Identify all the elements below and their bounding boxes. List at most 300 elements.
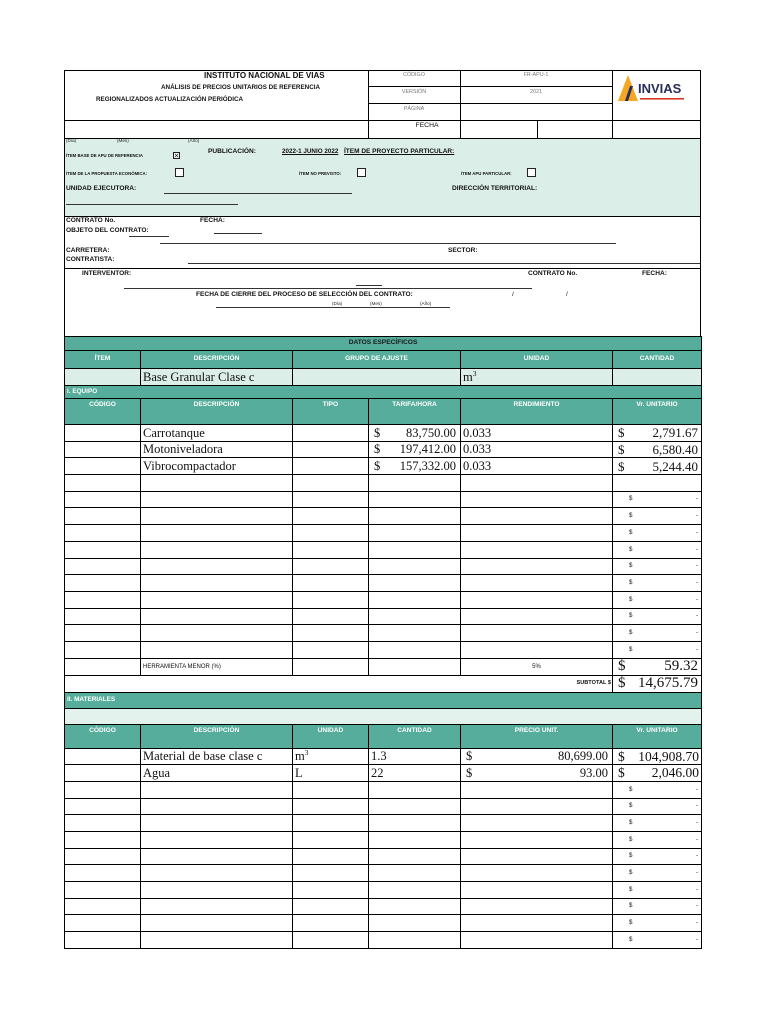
money-value bbox=[615, 630, 699, 636]
equipo-rendimiento bbox=[461, 508, 613, 525]
equipo-tipo bbox=[293, 525, 369, 542]
materiales-row bbox=[65, 898, 702, 915]
item-cantidad bbox=[613, 369, 702, 386]
money-value bbox=[615, 870, 699, 876]
objeto-contrato-field[interactable] bbox=[160, 243, 616, 244]
grid-line bbox=[700, 70, 701, 336]
equipo-row bbox=[65, 508, 702, 525]
money-value bbox=[615, 887, 699, 893]
money-value bbox=[615, 547, 699, 553]
equipo-descripcion: Carrotanque bbox=[141, 425, 293, 442]
materiales-row bbox=[65, 931, 702, 948]
amount: - bbox=[695, 645, 699, 653]
equipo-tarifa bbox=[369, 575, 461, 592]
equipo-row bbox=[65, 558, 702, 575]
currency-symbol: $ bbox=[629, 835, 633, 843]
equipo-codigo bbox=[65, 575, 141, 592]
material-precio-unit bbox=[461, 781, 613, 798]
currency-symbol: $ bbox=[629, 918, 633, 926]
material-unidad bbox=[293, 765, 369, 782]
equipo-descripcion: Motoniveladora bbox=[141, 441, 293, 458]
cierre-separator: / bbox=[566, 291, 568, 298]
cierre-hint-dia: (Día) bbox=[332, 301, 343, 306]
material-unidad bbox=[293, 915, 369, 932]
currency-symbol: $ bbox=[629, 628, 633, 636]
propuesta-checkbox[interactable] bbox=[175, 168, 184, 177]
currency-symbol: $ bbox=[629, 612, 633, 620]
equipo-tipo bbox=[293, 608, 369, 625]
money-value bbox=[615, 787, 699, 793]
material-unidad bbox=[293, 748, 369, 765]
material-unidad bbox=[293, 815, 369, 832]
equipo-descripcion bbox=[141, 625, 293, 642]
currency-symbol: $ bbox=[374, 425, 381, 440]
equipo-vr-unitario bbox=[613, 608, 702, 625]
grid-line bbox=[368, 86, 612, 87]
interventor-short-line bbox=[356, 285, 382, 286]
grid-line bbox=[537, 120, 538, 138]
interventor-fecha-label: FECHA: bbox=[642, 270, 667, 277]
subtotal-row bbox=[65, 675, 702, 692]
currency-symbol: $ bbox=[629, 852, 633, 860]
materiales-row bbox=[65, 831, 702, 848]
apu-particular-checkbox[interactable] bbox=[527, 168, 536, 177]
equipo-codigo bbox=[65, 441, 141, 458]
amount: - bbox=[695, 545, 699, 553]
material-cantidad: 1.3 bbox=[369, 748, 461, 765]
grid-line bbox=[64, 216, 701, 217]
amount: - bbox=[695, 612, 699, 620]
equipo-rendimiento: 0.033 bbox=[461, 441, 613, 458]
equipo-tipo bbox=[293, 491, 369, 508]
material-codigo bbox=[65, 898, 141, 915]
interventor-label: INTERVENTOR: bbox=[82, 270, 132, 277]
equipo-tarifa bbox=[369, 625, 461, 642]
materiales-row bbox=[65, 765, 702, 782]
contrato-fecha-field[interactable] bbox=[214, 233, 262, 234]
material-precio-unit bbox=[461, 815, 613, 832]
equipo-tipo bbox=[293, 591, 369, 608]
equipo-descripcion bbox=[141, 608, 293, 625]
materiales-row bbox=[65, 881, 702, 898]
money-value bbox=[371, 443, 458, 456]
apu-table bbox=[64, 336, 702, 949]
header-codigo: CÓDIGO bbox=[65, 724, 141, 748]
material-descripcion bbox=[141, 898, 293, 915]
no-previsto-label: ÍTEM NO PREVISTO: bbox=[299, 171, 342, 176]
amount: 197,412.00 bbox=[399, 442, 456, 457]
datos-title: DATOS ESPECÍFICOS bbox=[65, 337, 702, 351]
material-vr-unitario bbox=[613, 848, 702, 865]
material-precio-unit bbox=[461, 765, 613, 782]
money-value bbox=[615, 530, 699, 536]
contrato-no-label: CONTRATO No. bbox=[66, 217, 116, 224]
grid-line bbox=[64, 138, 701, 139]
item-base-checkbox[interactable] bbox=[173, 152, 180, 159]
header-rendimiento: RENDIMIENTO bbox=[461, 399, 613, 425]
equipo-row bbox=[65, 441, 702, 458]
money-value bbox=[615, 597, 699, 603]
money-value bbox=[615, 460, 699, 473]
amount: - bbox=[695, 818, 699, 826]
material-cantidad bbox=[369, 915, 461, 932]
material-descripcion bbox=[141, 865, 293, 882]
material-codigo bbox=[65, 848, 141, 865]
currency-symbol: $ bbox=[618, 442, 625, 458]
material-unidad bbox=[293, 881, 369, 898]
equipo-codigo bbox=[65, 591, 141, 608]
unit-base: L bbox=[295, 765, 303, 780]
equipo-codigo bbox=[65, 625, 141, 642]
interventor-field[interactable] bbox=[124, 288, 532, 289]
objeto-contrato-underline bbox=[129, 236, 169, 237]
fecha-header-label: FECHA bbox=[415, 122, 439, 129]
materiales-section-title: II. MATERIALES bbox=[65, 692, 702, 708]
datos-header-row bbox=[65, 351, 702, 369]
equipo-row bbox=[65, 491, 702, 508]
equipo-descripcion bbox=[141, 541, 293, 558]
amount: - bbox=[695, 868, 699, 876]
apu-particular-label: ÍTEM APU PARTICULAR: bbox=[461, 171, 512, 176]
material-codigo bbox=[65, 748, 141, 765]
objeto-contrato-label: OBJETO DEL CONTRATO: bbox=[66, 227, 149, 234]
material-vr-unitario bbox=[613, 831, 702, 848]
equipo-rendimiento bbox=[461, 575, 613, 592]
money-value bbox=[615, 837, 699, 843]
currency-symbol: $ bbox=[618, 658, 626, 675]
equipo-tarifa bbox=[369, 491, 461, 508]
herramienta-vr-unitario bbox=[613, 658, 702, 675]
material-codigo bbox=[65, 915, 141, 932]
money-value bbox=[615, 820, 699, 826]
equipo-vr-unitario bbox=[613, 475, 702, 492]
interventor-contrato-label: CONTRATO No. bbox=[528, 270, 578, 277]
header-vr-unitario: Vr. UNITARIO bbox=[613, 399, 702, 425]
equipo-vr-unitario bbox=[613, 425, 702, 442]
currency-symbol: $ bbox=[629, 495, 633, 503]
equipo-rendimiento bbox=[461, 541, 613, 558]
material-unidad bbox=[293, 898, 369, 915]
equipo-tipo bbox=[293, 541, 369, 558]
currency-symbol: $ bbox=[629, 528, 633, 536]
money-value bbox=[463, 750, 610, 763]
header-tipo: TIPO bbox=[293, 399, 369, 425]
currency-symbol: $ bbox=[629, 785, 633, 793]
material-vr-unitario bbox=[613, 881, 702, 898]
money-value bbox=[615, 803, 699, 809]
version-value: 2021 bbox=[530, 89, 542, 95]
materiales-row bbox=[65, 798, 702, 815]
currency-symbol: $ bbox=[618, 425, 625, 441]
material-precio-unit bbox=[461, 798, 613, 815]
equipo-row bbox=[65, 475, 702, 492]
equipo-vr-unitario bbox=[613, 525, 702, 542]
header-descripcion: DESCRIPCIÓN bbox=[141, 724, 293, 748]
material-descripcion: Agua bbox=[141, 765, 293, 782]
equipo-tipo bbox=[293, 558, 369, 575]
equipo-row bbox=[65, 541, 702, 558]
equipo-vr-unitario bbox=[613, 458, 702, 475]
amount: - bbox=[695, 835, 699, 843]
material-descripcion bbox=[141, 915, 293, 932]
material-precio-unit bbox=[461, 915, 613, 932]
header-grupo-ajuste: GRUPO DE AJUSTE bbox=[293, 351, 461, 369]
money-value bbox=[615, 937, 699, 943]
amount: 2,046.00 bbox=[651, 765, 700, 781]
currency-symbol: $ bbox=[629, 818, 633, 826]
currency-symbol: $ bbox=[629, 512, 633, 520]
grid-line bbox=[368, 70, 369, 138]
header-descripcion: DESCRIPCIÓN bbox=[141, 399, 293, 425]
equipo-vr-unitario bbox=[613, 558, 702, 575]
datos-title-row bbox=[65, 337, 702, 351]
amount: 6,580.40 bbox=[652, 442, 699, 458]
material-precio-unit bbox=[461, 898, 613, 915]
equipo-codigo bbox=[65, 425, 141, 442]
regional-title: REGIONALIZADOS ACTUALIZACIÓN PERIÓDICA bbox=[96, 96, 244, 103]
equipo-header-row bbox=[65, 399, 702, 425]
material-codigo bbox=[65, 881, 141, 898]
material-vr-unitario bbox=[613, 865, 702, 882]
grid-line bbox=[368, 103, 612, 104]
equipo-vr-unitario bbox=[613, 641, 702, 658]
equipo-codigo bbox=[65, 608, 141, 625]
equipo-vr-unitario bbox=[613, 508, 702, 525]
material-cantidad bbox=[369, 815, 461, 832]
institute-title: INSTITUTO NACIONAL DE VIAS bbox=[204, 71, 325, 80]
material-unidad bbox=[293, 931, 369, 948]
material-cantidad: 22 bbox=[369, 765, 461, 782]
money-value bbox=[371, 427, 458, 440]
unidad-ejecutora-field[interactable] bbox=[164, 193, 352, 194]
material-vr-unitario bbox=[613, 798, 702, 815]
amount: - bbox=[695, 785, 699, 793]
grid-line bbox=[64, 268, 701, 269]
amount: 80,699.00 bbox=[558, 749, 608, 764]
amount: - bbox=[695, 852, 699, 860]
currency-symbol: $ bbox=[618, 458, 625, 474]
header-vr-unitario: Vr. UNITARIO bbox=[613, 724, 702, 748]
date-hint-dia: (Día) bbox=[66, 138, 77, 143]
material-vr-unitario bbox=[613, 748, 702, 765]
material-cantidad bbox=[369, 865, 461, 882]
equipo-tarifa bbox=[369, 641, 461, 658]
equipo-vr-unitario bbox=[613, 625, 702, 642]
equipo-codigo bbox=[65, 458, 141, 475]
amount: - bbox=[695, 802, 699, 810]
material-unidad bbox=[293, 848, 369, 865]
material-cantidad bbox=[369, 931, 461, 948]
currency-symbol: $ bbox=[374, 442, 381, 457]
equipo-descripcion bbox=[141, 575, 293, 592]
currency-symbol: $ bbox=[629, 578, 633, 586]
herramienta-tipo bbox=[293, 658, 369, 675]
material-precio-unit bbox=[461, 748, 613, 765]
money-value bbox=[371, 460, 458, 473]
currency-symbol: $ bbox=[629, 902, 633, 910]
money-value bbox=[615, 513, 699, 519]
material-precio-unit bbox=[461, 931, 613, 948]
material-descripcion bbox=[141, 798, 293, 815]
material-unidad bbox=[293, 798, 369, 815]
money-value bbox=[615, 613, 699, 619]
currency-symbol: $ bbox=[629, 595, 633, 603]
material-cantidad bbox=[369, 831, 461, 848]
date-hint-anio: (Año) bbox=[188, 138, 200, 143]
money-value bbox=[615, 676, 699, 691]
material-descripcion bbox=[141, 815, 293, 832]
amount: 83,750.00 bbox=[406, 425, 456, 440]
equipo-descripcion bbox=[141, 591, 293, 608]
material-descripcion: Material de base clase c bbox=[141, 748, 293, 765]
material-vr-unitario bbox=[613, 815, 702, 832]
currency-symbol: $ bbox=[618, 748, 625, 764]
material-descripcion bbox=[141, 931, 293, 948]
material-codigo bbox=[65, 798, 141, 815]
currency-symbol: $ bbox=[629, 935, 633, 943]
currency-symbol: $ bbox=[629, 645, 633, 653]
version-label: VERSIÓN bbox=[401, 89, 427, 95]
herramienta-tarifa bbox=[369, 658, 461, 675]
amount: 157,332.00 bbox=[399, 458, 456, 473]
equipo-row bbox=[65, 458, 702, 475]
pagina-label: PÁGINA bbox=[403, 106, 425, 112]
material-cantidad bbox=[369, 848, 461, 865]
proyecto-particular-label: ÍTEM DE PROYECTO PARTICULAR: bbox=[344, 148, 455, 155]
equipo-row bbox=[65, 591, 702, 608]
publicacion-value: 2022-1 JUNIO 2022 bbox=[282, 148, 339, 155]
currency-symbol: $ bbox=[629, 562, 633, 570]
equipo-tipo bbox=[293, 458, 369, 475]
amount: - bbox=[695, 935, 699, 943]
amount: - bbox=[695, 578, 699, 586]
equipo-codigo bbox=[65, 491, 141, 508]
money-value bbox=[615, 647, 699, 653]
materiales-header-row bbox=[65, 724, 702, 748]
equipo-tarifa bbox=[369, 541, 461, 558]
material-vr-unitario bbox=[613, 781, 702, 798]
equipo-codigo bbox=[65, 641, 141, 658]
money-value bbox=[615, 766, 699, 780]
material-codigo bbox=[65, 831, 141, 848]
header-descripcion: DESCRIPCIÓN bbox=[141, 351, 293, 369]
currency-symbol: $ bbox=[466, 765, 473, 780]
material-unidad bbox=[293, 831, 369, 848]
header-unidad: UNIDAD bbox=[293, 724, 369, 748]
herramienta-codigo bbox=[65, 658, 141, 675]
date-hint-mes: (Mes) bbox=[117, 138, 129, 143]
money-value bbox=[615, 496, 699, 502]
header-cantidad: CANTIDAD bbox=[369, 724, 461, 748]
amount: - bbox=[695, 902, 699, 910]
contratista-field[interactable] bbox=[188, 263, 700, 264]
equipo-tarifa bbox=[369, 591, 461, 608]
no-previsto-checkbox[interactable] bbox=[357, 168, 366, 177]
material-codigo bbox=[65, 865, 141, 882]
currency-symbol: $ bbox=[629, 802, 633, 810]
header-codigo: CÓDIGO bbox=[65, 399, 141, 425]
amount: 14,675.79 bbox=[638, 675, 699, 692]
material-precio-unit bbox=[461, 848, 613, 865]
unidad-ejecutora-label: UNIDAD EJECUTORA: bbox=[66, 185, 137, 192]
equipo-tipo bbox=[293, 475, 369, 492]
amount: - bbox=[695, 885, 699, 893]
money-value bbox=[615, 920, 699, 926]
amount: - bbox=[695, 918, 699, 926]
material-precio-unit bbox=[461, 865, 613, 882]
money-value bbox=[615, 563, 699, 569]
invias-logo bbox=[614, 72, 698, 106]
material-descripcion bbox=[141, 881, 293, 898]
equipo-tarifa bbox=[369, 441, 461, 458]
equipo-tipo bbox=[293, 425, 369, 442]
equipo-rendimiento bbox=[461, 491, 613, 508]
equipo-section-row bbox=[65, 386, 702, 399]
currency-symbol: $ bbox=[629, 868, 633, 876]
item-base-label: ÍTEM BASE DE APU DE REFERENCIA bbox=[66, 153, 143, 158]
herramienta-label: HERRAMIENTA MENOR (%) bbox=[141, 658, 293, 675]
direccion-territorial-label: DIRECCIÓN TERRITORIAL: bbox=[452, 185, 538, 192]
header-unidad: UNIDAD bbox=[461, 351, 613, 369]
equipo-row bbox=[65, 641, 702, 658]
cierre-field[interactable] bbox=[216, 307, 450, 308]
herramienta-porcentaje: 5% bbox=[461, 658, 613, 675]
item-code bbox=[65, 369, 141, 386]
equipo-vr-unitario bbox=[613, 541, 702, 558]
material-descripcion bbox=[141, 848, 293, 865]
sector-label: SECTOR: bbox=[448, 247, 478, 254]
material-codigo bbox=[65, 781, 141, 798]
amount: 104,908.70 bbox=[638, 748, 700, 764]
equipo-descripcion bbox=[141, 491, 293, 508]
propuesta-label: ÍTEM DE LA PROPUESTA ECONÓMICA: bbox=[66, 171, 148, 176]
material-precio-unit bbox=[461, 831, 613, 848]
publicacion-label: PUBLICACIÓN: bbox=[208, 148, 256, 155]
material-cantidad bbox=[369, 798, 461, 815]
materiales-row bbox=[65, 848, 702, 865]
equipo-descripcion bbox=[141, 475, 293, 492]
amount: 5,244.40 bbox=[652, 458, 699, 474]
equipo-row bbox=[65, 425, 702, 442]
equipo-descripcion bbox=[141, 508, 293, 525]
amount: - bbox=[695, 595, 699, 603]
material-codigo bbox=[65, 765, 141, 782]
direccion-field-line[interactable] bbox=[66, 204, 238, 205]
amount: - bbox=[695, 628, 699, 636]
analysis-title: ANÁLISIS DE PRECIOS UNITARIOS DE REFERENCIA bbox=[161, 84, 321, 91]
material-cantidad bbox=[369, 781, 461, 798]
currency-symbol: $ bbox=[629, 885, 633, 893]
equipo-rendimiento: 0.033 bbox=[461, 425, 613, 442]
money-value bbox=[615, 426, 699, 439]
unit-base: m bbox=[463, 369, 473, 384]
amount: - bbox=[695, 495, 699, 503]
herramienta-row bbox=[65, 658, 702, 675]
money-value bbox=[615, 580, 699, 586]
money-value bbox=[463, 767, 610, 780]
material-vr-unitario bbox=[613, 931, 702, 948]
carretera-label: CARRETERA: bbox=[66, 247, 110, 254]
equipo-tipo bbox=[293, 575, 369, 592]
material-vr-unitario bbox=[613, 898, 702, 915]
header-tarifa-hora: TARIFA/HORA bbox=[369, 399, 461, 425]
money-value bbox=[615, 659, 699, 674]
equipo-codigo bbox=[65, 558, 141, 575]
equipo-descripcion bbox=[141, 641, 293, 658]
equipo-row bbox=[65, 575, 702, 592]
equipo-vr-unitario bbox=[613, 491, 702, 508]
equipo-row bbox=[65, 525, 702, 542]
